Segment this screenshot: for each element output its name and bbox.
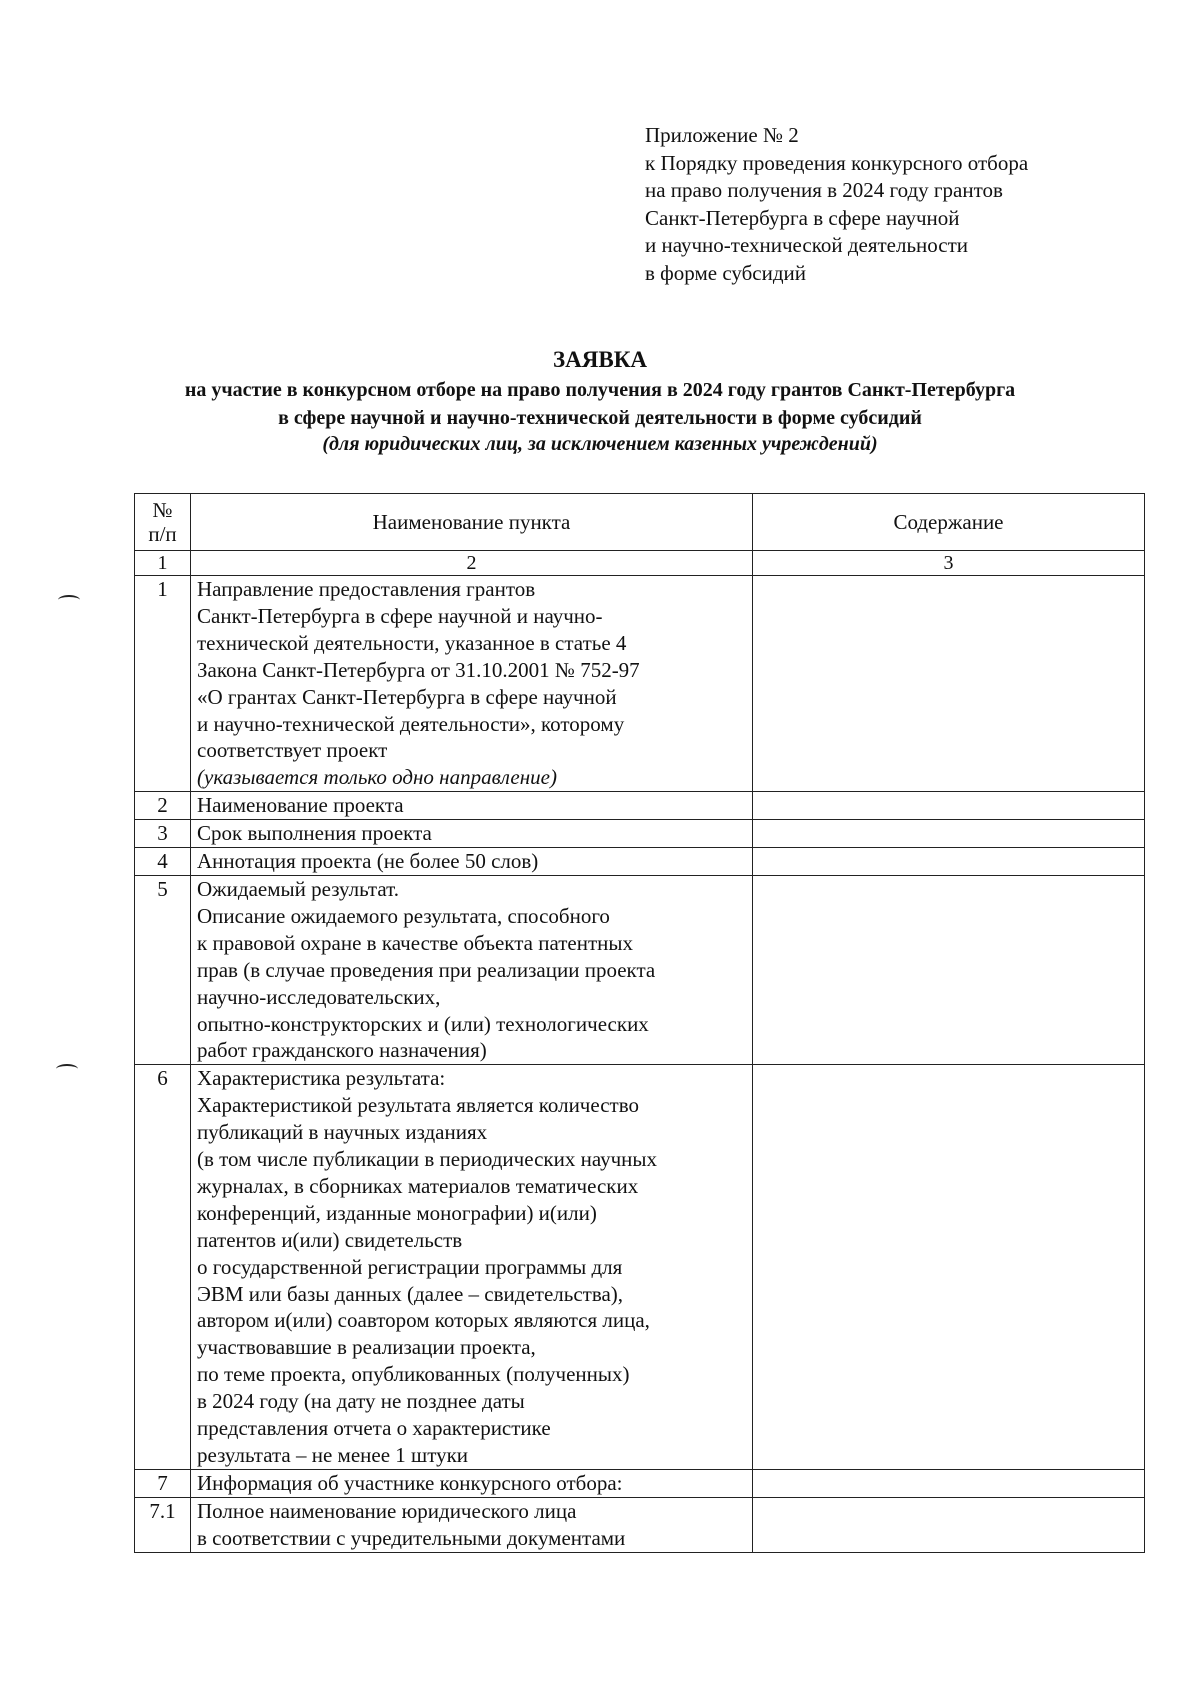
row-item-line: Срок выполнения проекта (197, 821, 432, 846)
document-subtitle-line-2: в сфере научной и научно-технической деятельности в форме субсидий (278, 407, 922, 429)
table-row (135, 875, 1145, 1064)
row-item-line: Информация об участнике конкурсного отбора: (197, 1470, 623, 1495)
row-item-line: опытно-конструкторских и (или) технологических (197, 1011, 649, 1036)
header-content-cell: Содержание (753, 494, 1145, 551)
column-index-row (135, 551, 1145, 576)
row-item-line: «О грантах Санкт-Петербурга в сфере научной (197, 684, 617, 709)
row-item-line: к правовой охране в качестве объекта патентных (197, 930, 633, 955)
row-content-field[interactable] (753, 1497, 1145, 1552)
row-item-line: публикаций в научных изданиях (197, 1120, 488, 1145)
table-row (135, 1497, 1145, 1552)
document-title: ЗАЯВКА (553, 347, 647, 372)
appendix-line: на право получения в 2024 году грантов (645, 178, 1003, 202)
appendix-line: Санкт-Петербурга в сфере научной (645, 205, 960, 230)
row-item-cell (191, 1065, 753, 1470)
document-subtitle-note: (для юридических лиц, за исключением казенных учреждений) (322, 433, 878, 455)
row-number: 3 (135, 820, 191, 848)
row-number: 7.1 (135, 1497, 191, 1552)
row-item-line: журналах, в сборниках материалов тематических (197, 1173, 639, 1198)
document-heading (0, 345, 1200, 457)
row-item-line: автором и(или) соавтором которых являются лица, (197, 1308, 650, 1333)
appendix-block (645, 122, 1028, 287)
row-item-cell (191, 820, 753, 848)
header-num-cell (135, 494, 191, 551)
table-row (135, 1065, 1145, 1470)
row-item-cell (191, 848, 753, 876)
row-item-line: Полное наименование юридического лица (197, 1498, 577, 1523)
appendix-line: к Порядку проведения конкурсного отбора (645, 150, 1029, 175)
row-content-field[interactable] (753, 576, 1145, 792)
row-item-note: (указывается только одно направление) (197, 765, 557, 790)
row-number: 2 (135, 792, 191, 820)
row-content-field[interactable] (753, 848, 1145, 876)
row-item-cell (191, 875, 753, 1064)
appendix-line: в форме субсидий (645, 260, 806, 285)
row-content-field[interactable] (753, 1065, 1145, 1470)
row-item-line: технической деятельности, указанное в статье 4 (197, 630, 627, 655)
row-number: 4 (135, 848, 191, 876)
row-content-field[interactable] (753, 875, 1145, 1064)
row-item-line: и научно-технической деятельности», которому (197, 711, 625, 736)
header-num-label: п/п (148, 522, 177, 546)
row-item-line: научно-исследовательских, (197, 984, 441, 1009)
row-number: 1 (135, 576, 191, 792)
row-item-line: о государственной регистрации программы для (197, 1254, 623, 1279)
row-content-field[interactable] (753, 820, 1145, 848)
row-item-line: Описание ожидаемого результата, способного (197, 903, 610, 928)
row-number: 6 (135, 1065, 191, 1470)
row-content-field[interactable] (753, 792, 1145, 820)
row-item-cell (191, 1469, 753, 1497)
row-number: 5 (135, 875, 191, 1064)
row-item-cell (191, 1497, 753, 1552)
row-number: 7 (135, 1469, 191, 1497)
table-row (135, 848, 1145, 876)
row-item-line: прав (в случае проведения при реализации проекта (197, 957, 656, 982)
header-num-symbol: № (152, 498, 173, 522)
row-item-line: (в том числе публикации в периодических научных (197, 1147, 657, 1172)
column-index-1: 1 (135, 551, 191, 576)
row-item-line: работ гражданского назначения) (197, 1038, 487, 1063)
column-index-3: 3 (753, 551, 1145, 576)
row-item-line: в соответствии с учредительными документами (197, 1525, 626, 1550)
document-subtitle-line-1: на участие в конкурсном отборе на право получения в 2024 году грантов Санкт-Петербурга (184, 379, 1016, 401)
row-item-cell (191, 792, 753, 820)
row-item-line: Направление предоставления грантов (197, 577, 536, 601)
application-form-table (134, 493, 1145, 1553)
table-row (135, 820, 1145, 848)
row-item-cell (191, 576, 753, 792)
row-item-line: участвовавшие в реализации проекта, (197, 1335, 536, 1360)
table-row (135, 576, 1145, 792)
table-row (135, 1469, 1145, 1497)
row-item-line: патентов и(или) свидетельств (197, 1227, 463, 1252)
row-item-line: соответствует проект (197, 738, 388, 763)
row-item-line: Наименование проекта (197, 793, 404, 818)
row-item-line: конференций, изданные монографии) и(или) (197, 1200, 597, 1225)
row-item-line: представления отчета о характеристике (197, 1416, 551, 1441)
row-item-line: Характеристика результата: (197, 1066, 446, 1091)
row-content-field[interactable] (753, 1469, 1145, 1497)
row-item-line: ЭВМ или базы данных (далее – свидетельства), (197, 1281, 624, 1306)
table-header-row (135, 494, 1145, 551)
table-row (135, 792, 1145, 820)
row-item-line: Характеристикой результата является количество (197, 1093, 639, 1118)
scan-mark (58, 595, 80, 605)
header-item-cell: Наименование пункта (191, 494, 753, 551)
row-item-line: в 2024 году (на дату не позднее даты (197, 1389, 525, 1414)
row-item-line: Ожидаемый результат. (197, 876, 399, 901)
row-item-line: по теме проекта, опубликованных (полученных) (197, 1362, 630, 1387)
appendix-line: и научно-технической деятельности (645, 233, 969, 257)
row-item-line: результата – не менее 1 штуки (197, 1443, 469, 1467)
scan-mark (56, 1064, 78, 1074)
row-item-line: Аннотация проекта (не более 50 слов) (197, 849, 539, 874)
row-item-line: Санкт-Петербурга в сфере научной и научно- (197, 603, 603, 628)
appendix-line: Приложение № 2 (645, 123, 799, 147)
row-item-line: Закона Санкт-Петербурга от 31.10.2001 № 752-97 (197, 657, 640, 682)
column-index-2: 2 (191, 551, 753, 576)
